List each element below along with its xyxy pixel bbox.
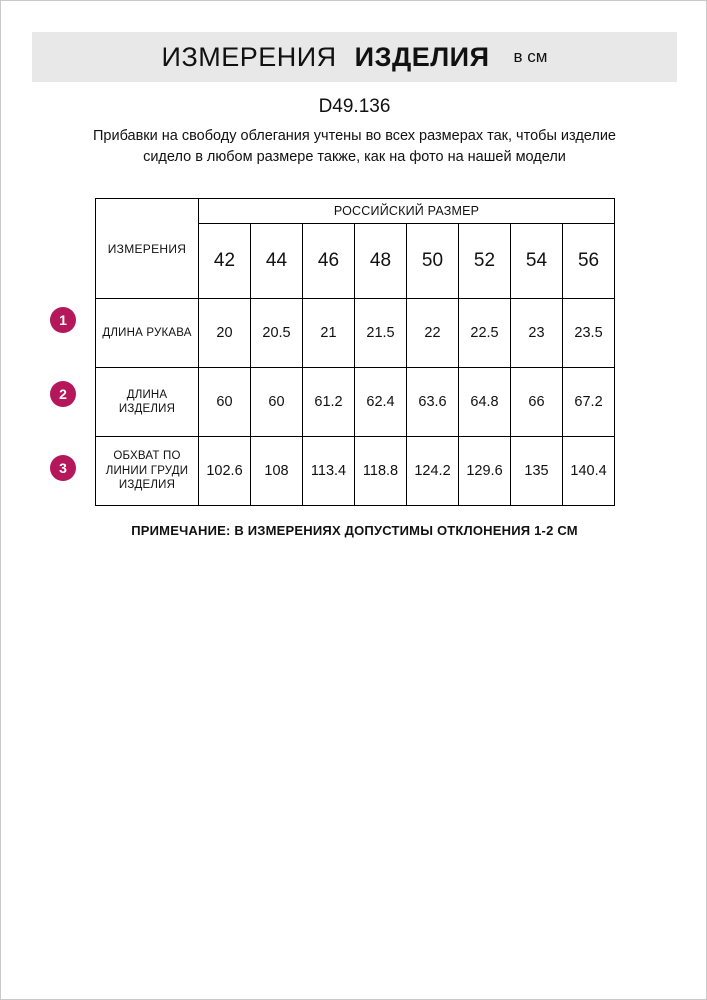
cell-length-48: 62.4: [355, 368, 407, 437]
cell-chest-50: 124.2: [407, 437, 459, 506]
cell-sleeve-54: 23: [511, 299, 563, 368]
row-label-product-length: ДЛИНА ИЗДЕЛИЯ: [96, 368, 199, 437]
cell-length-54: 66: [511, 368, 563, 437]
table-row-group-header: [96, 199, 615, 224]
fit-note: Прибавки на свободу облегания учтены во всех размерах так, чтобы изделие сидело в любом размере также, как на фото на нашей модели: [92, 128, 616, 166]
cell-length-46: 61.2: [303, 368, 355, 437]
cell-sleeve-42: 20: [199, 299, 251, 368]
cell-sleeve-46: 21: [303, 299, 355, 368]
cell-sleeve-44: 20.5: [251, 299, 303, 368]
header-title-measurements: ИЗМЕРЕНИЯ: [161, 41, 337, 72]
bullet-marker-2: 2: [50, 381, 76, 407]
bullet-marker-3: 3: [50, 455, 76, 481]
cell-chest-56: 140.4: [563, 437, 615, 506]
cell-sleeve-56: 23.5: [563, 299, 615, 368]
cell-length-42: 60: [199, 368, 251, 437]
cell-length-52: 64.8: [459, 368, 511, 437]
size-header-44: 44: [251, 224, 303, 299]
cell-chest-54: 135: [511, 437, 563, 506]
table-header-measurements: ИЗМЕРЕНИЯ: [96, 199, 199, 299]
size-header-54: 54: [511, 224, 563, 299]
cell-length-44: 60: [251, 368, 303, 437]
size-table: [95, 198, 615, 506]
tolerance-note: ПРИМЕЧАНИЕ: В ИЗМЕРЕНИЯХ ДОПУСТИМЫ ОТКЛОНЕНИЯ 1-2 СМ: [131, 523, 578, 539]
document-header-band: [32, 32, 677, 82]
row-label-sleeve-length: ДЛИНА РУКАВА: [96, 299, 199, 368]
size-header-48: 48: [355, 224, 407, 299]
cell-chest-44: 108: [251, 437, 303, 506]
document-content: [32, 32, 677, 538]
cell-length-50: 63.6: [407, 368, 459, 437]
product-code: D49.136: [318, 96, 391, 117]
cell-length-56: 67.2: [563, 368, 615, 437]
cell-sleeve-48: 21.5: [355, 299, 407, 368]
table-row: [96, 368, 615, 437]
size-header-52: 52: [459, 224, 511, 299]
table-header-russian-size: РОССИЙСКИЙ РАЗМЕР: [199, 199, 615, 224]
cell-sleeve-50: 22: [407, 299, 459, 368]
cell-chest-42: 102.6: [199, 437, 251, 506]
bullet-marker-1: 1: [50, 307, 76, 333]
size-header-50: 50: [407, 224, 459, 299]
size-header-42: 42: [199, 224, 251, 299]
size-table-wrapper: [32, 198, 677, 506]
size-header-46: 46: [303, 224, 355, 299]
row-label-chest-girth: ОБХВАТ ПО ЛИНИИ ГРУДИ ИЗДЕЛИЯ: [96, 437, 199, 506]
table-row: [96, 299, 615, 368]
size-header-56: 56: [563, 224, 615, 299]
table-row: [96, 437, 615, 506]
cell-sleeve-52: 22.5: [459, 299, 511, 368]
cell-chest-52: 129.6: [459, 437, 511, 506]
header-units-label: в см: [513, 47, 548, 66]
cell-chest-48: 118.8: [355, 437, 407, 506]
cell-chest-46: 113.4: [303, 437, 355, 506]
header-title-product: ИЗДЕЛИЯ: [354, 41, 490, 72]
